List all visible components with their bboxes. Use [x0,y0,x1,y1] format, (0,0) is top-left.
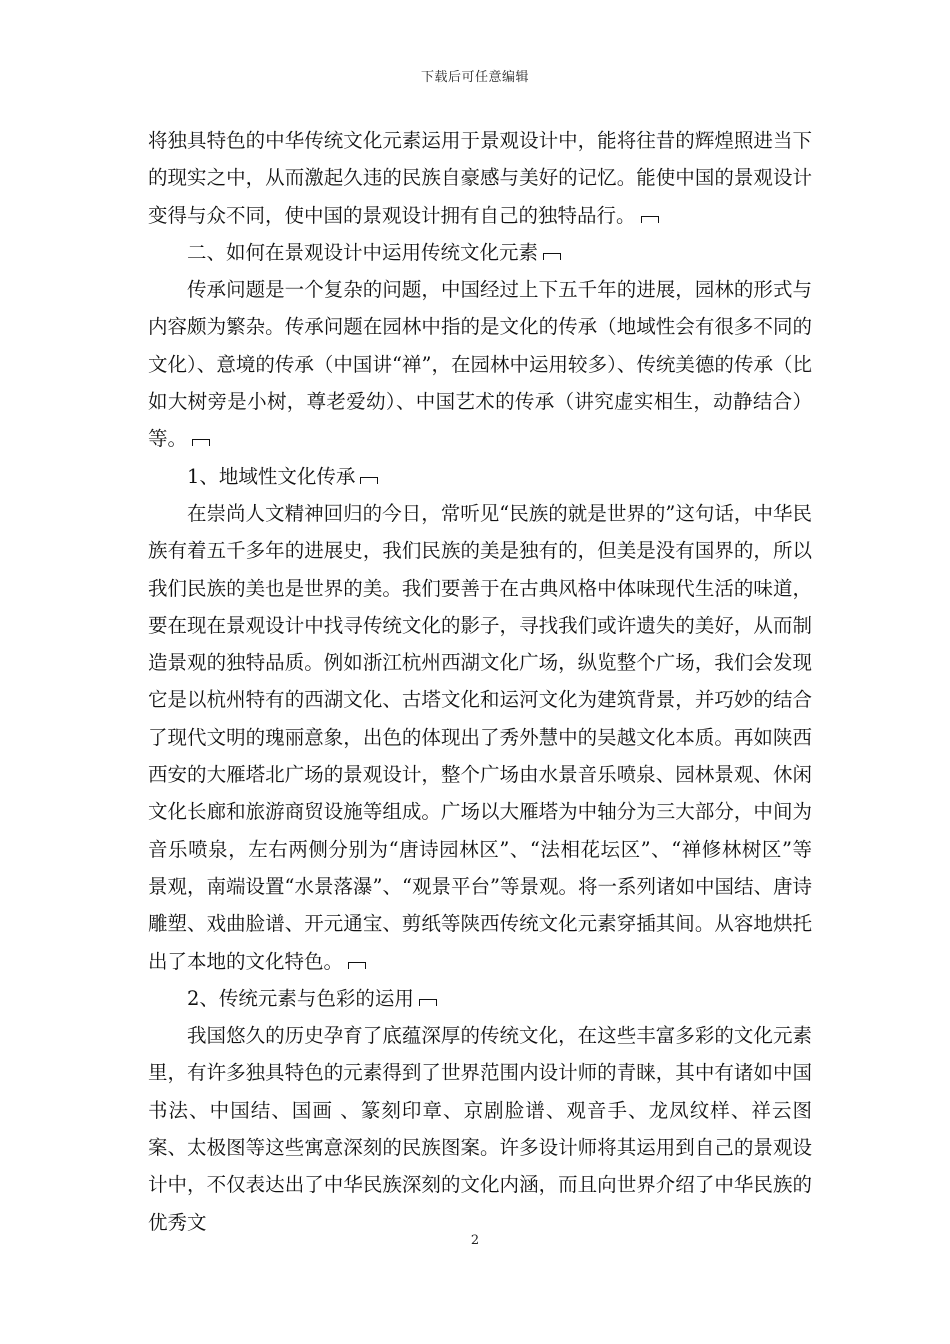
subheading-regional-culture: 1、地域性文化传承 [148,458,812,495]
paragraph-mark-icon [360,477,378,484]
paragraph-mark-icon [641,216,659,223]
paragraph-mark-icon [419,999,437,1006]
document-body [148,122,812,1241]
paragraph-1: 将独具特色的中华传统文化元素运用于景观设计中，能将往昔的辉煌照进当下的现实之中，从而激起久违的民族自豪感与美好的记忆。能使中国的景观设计变得与众不同，使中国的景观设计拥有自己的独特品行。 [148,129,812,227]
paragraph-mark-icon [192,439,210,446]
page-number: 2 [470,1233,480,1248]
paragraph-mark-icon [348,962,366,969]
paragraph-mark-icon [543,253,561,260]
subheading-elements-colors: 2、传统元素与色彩的运用 [148,980,812,1017]
page-header: 下载后可任意编辑 [420,70,529,85]
paragraph-3: 传承问题是一个复杂的问题，中国经过上下五千年的进展，园林的形式与内容颇为繁杂。传承问题在园林中指的是文化的传承（地域性会有很多不同的文化）、意境的传承（中国讲“禅”，在园林中运用较多）、传统美德的传承（比如大树旁是小树，尊老爱幼）、中国艺术的传承（讲究虚实相生，动静结合）等。 [148,278,812,451]
paragraph-5: 在崇尚人文精神回归的今日，常听见“民族的就是世界的”这句话，中华民族有着五千多年的进展史，我们民族的美是独有的，但美是没有国界的，所以我们民族的美也是世界的美。我们要善于在古典风格中体味现代生活的味道，要在现在景观设计中找寻传统文化的影子，寻找我们或许遗失的美好，从而制造景观的独特品质。例如浙江杭州西湖文化广场，纵览整个广场，我们会发现它是以杭州特有的西湖文化、古塔文化和运河文化为建筑背景，并巧妙的结合了现代文明的瑰丽意象，出色的体现出了秀外慧中的吴越文化本质。再如陕西西安的大雁塔北广场的景观设计，整个广场由水景音乐喷泉、园林景观、休闲文化长廊和旅游商贸设施等组成。广场以大雁塔为中轴分为三大部分，中间为音乐喷泉，左右两侧分别为“唐诗园林区”、“法相花坛区”、“禅修林树区”等景观，南端设置“水景落瀑”、“观景平台”等景观。将一系列诸如中国结、唐诗雕塑、戏曲脸谱、开元通宝、剪纸等陕西传统文化元素穿插其间。从容地烘托出了本地的文化特色。 [148,501,812,973]
section-heading-2: 二、如何在景观设计中运用传统文化元素 [148,234,812,271]
paragraph-7: 我国悠久的历史孕育了底蕴深厚的传统文化，在这些丰富多彩的文化元素里，有许多独具特色的元素得到了世界范围内设计师的青睐，其中有诸如中国书法、中国结、国画 、篆刻印章、京剧脸谱、观音手、龙凤纹样、祥云图案、太极图等这些寓意深刻的民族图案。许多设计师将其运用到自己的景观设计中，不仅表达出了中华民族深刻的文化内涵，而且向世界介绍了中华民族的优秀文 [148,1024,812,1234]
